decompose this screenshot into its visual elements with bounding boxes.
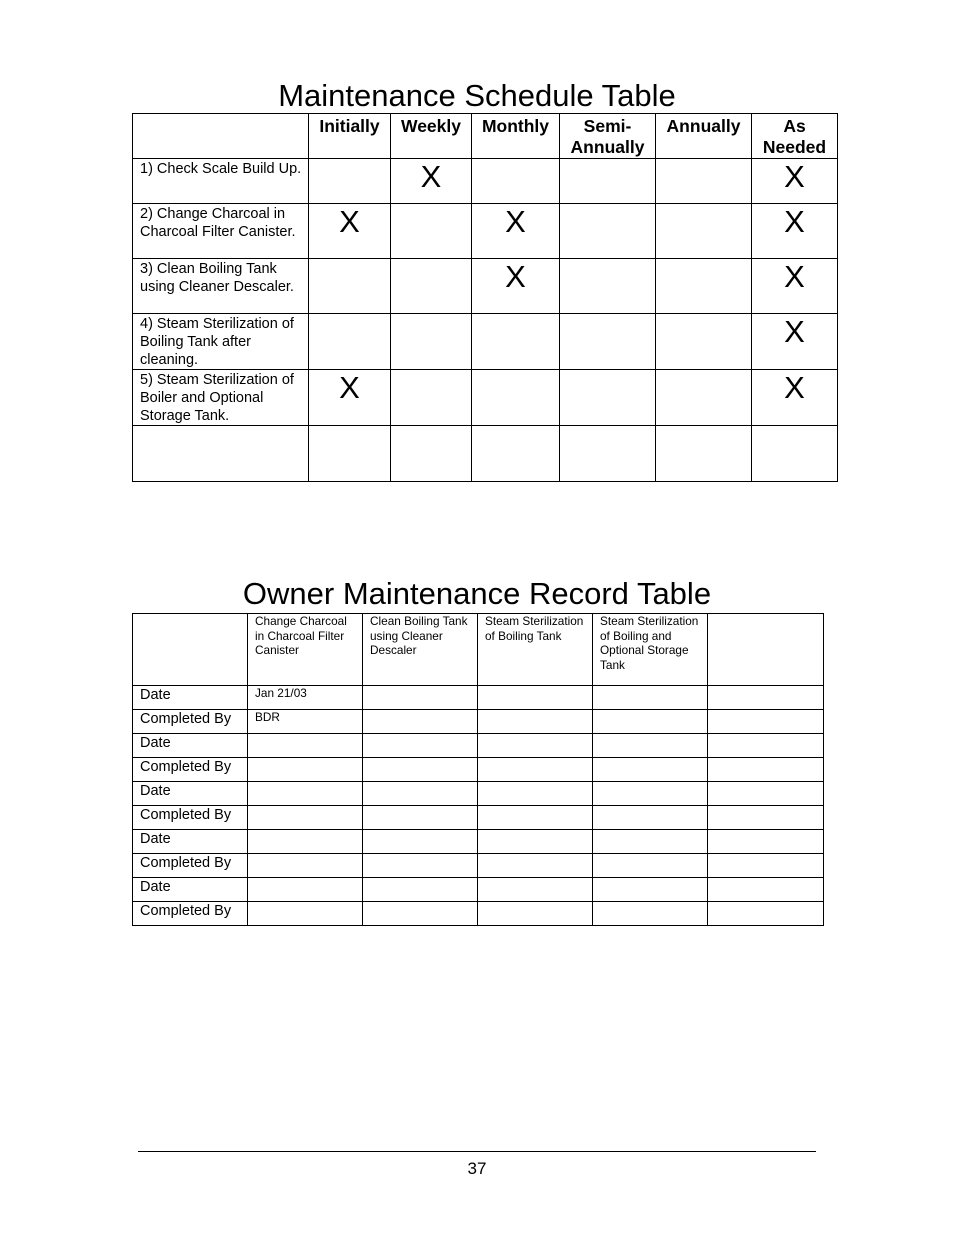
owner-record-cell	[248, 902, 363, 926]
schedule-mark-cell: X	[309, 204, 391, 259]
schedule-task-cell: 2) Change Charcoal in Charcoal Filter Canister.	[133, 204, 309, 259]
owner-maintenance-record-table	[132, 613, 824, 926]
schedule-task-cell: 3) Clean Boiling Tank using Cleaner Descaler.	[133, 259, 309, 314]
owner-record-cell	[593, 830, 708, 854]
schedule-mark-cell	[656, 259, 752, 314]
schedule-header-monthly: Monthly	[472, 114, 560, 159]
owner-row-label: Completed By	[133, 710, 248, 734]
owner-record-cell	[478, 854, 593, 878]
schedule-mark-cell	[309, 259, 391, 314]
owner-record-cell	[593, 758, 708, 782]
schedule-mark-cell	[656, 314, 752, 370]
owner-record-cell	[593, 878, 708, 902]
schedule-mark-cell	[309, 159, 391, 204]
owner-header-label	[133, 614, 248, 686]
owner-record-cell	[708, 854, 824, 878]
owner-row-label: Completed By	[133, 806, 248, 830]
schedule-mark-cell	[472, 159, 560, 204]
owner-row-label: Completed By	[133, 758, 248, 782]
owner-record-cell	[363, 878, 478, 902]
owner-record-cell	[593, 902, 708, 926]
owner-record-cell	[478, 710, 593, 734]
owner-record-cell	[593, 854, 708, 878]
owner-record-row	[133, 758, 824, 782]
schedule-mark-cell: X	[472, 204, 560, 259]
schedule-task-cell: 1) Check Scale Build Up.	[133, 159, 309, 204]
owner-record-cell	[363, 758, 478, 782]
owner-record-cell	[363, 710, 478, 734]
owner-record-cell	[708, 878, 824, 902]
owner-record-cell	[478, 806, 593, 830]
owner-record-cell	[708, 902, 824, 926]
owner-record-cell	[363, 782, 478, 806]
owner-header-clean-boiling-tank: Clean Boiling Tank using Cleaner Descaler	[363, 614, 478, 686]
schedule-row	[133, 204, 838, 259]
schedule-mark-cell	[560, 204, 656, 259]
schedule-mark-cell: X	[752, 314, 838, 370]
owner-record-cell	[708, 806, 824, 830]
schedule-row	[133, 426, 838, 482]
owner-record-cell	[478, 686, 593, 710]
schedule-mark-cell	[656, 204, 752, 259]
schedule-mark-cell	[560, 159, 656, 204]
owner-row-label: Date	[133, 830, 248, 854]
schedule-header-weekly: Weekly	[391, 114, 472, 159]
owner-record-row	[133, 734, 824, 758]
schedule-mark-cell: X	[752, 370, 838, 426]
owner-record-row	[133, 782, 824, 806]
schedule-mark-cell	[391, 314, 472, 370]
schedule-row	[133, 314, 838, 370]
owner-record-cell	[248, 854, 363, 878]
schedule-mark-cell	[656, 159, 752, 204]
schedule-row	[133, 370, 838, 426]
owner-record-cell	[248, 782, 363, 806]
schedule-mark-cell	[560, 259, 656, 314]
schedule-mark-cell: X	[391, 159, 472, 204]
schedule-header-initially: Initially	[309, 114, 391, 159]
owner-record-cell	[363, 854, 478, 878]
owner-record-cell	[363, 830, 478, 854]
schedule-mark-cell	[391, 426, 472, 482]
owner-record-cell	[708, 710, 824, 734]
owner-record-cell	[248, 734, 363, 758]
owner-row-label: Date	[133, 686, 248, 710]
schedule-mark-cell	[752, 426, 838, 482]
schedule-mark-cell	[309, 314, 391, 370]
owner-record-cell: Jan 21/03	[248, 686, 363, 710]
owner-record-row	[133, 686, 824, 710]
schedule-task-cell	[133, 426, 309, 482]
schedule-mark-cell	[656, 426, 752, 482]
schedule-mark-cell: X	[752, 159, 838, 204]
owner-record-cell	[478, 878, 593, 902]
owner-row-label: Date	[133, 734, 248, 758]
schedule-mark-cell	[391, 370, 472, 426]
owner-record-row	[133, 806, 824, 830]
schedule-row	[133, 259, 838, 314]
schedule-mark-cell	[472, 314, 560, 370]
owner-record-cell	[248, 758, 363, 782]
owner-record-cell	[708, 686, 824, 710]
owner-record-row	[133, 830, 824, 854]
owner-record-row	[133, 878, 824, 902]
owner-record-cell	[708, 758, 824, 782]
schedule-header-semi-annually: Semi- Annually	[560, 114, 656, 159]
owner-record-cell	[593, 710, 708, 734]
schedule-task-cell: 5) Steam Sterilization of Boiler and Optional Storage Tank.	[133, 370, 309, 426]
page-number: 37	[467, 1159, 487, 1178]
schedule-mark-cell	[472, 426, 560, 482]
owner-row-label: Completed By	[133, 902, 248, 926]
owner-record-cell	[593, 782, 708, 806]
owner-header-blank	[708, 614, 824, 686]
maintenance-schedule-table	[132, 113, 838, 482]
owner-record-row	[133, 854, 824, 878]
owner-record-cell	[708, 782, 824, 806]
schedule-mark-cell: X	[752, 204, 838, 259]
schedule-mark-cell	[391, 259, 472, 314]
owner-record-cell	[478, 782, 593, 806]
schedule-mark-cell	[560, 426, 656, 482]
owner-record-cell	[478, 902, 593, 926]
owner-record-cell	[478, 758, 593, 782]
schedule-mark-cell	[309, 426, 391, 482]
schedule-mark-cell	[472, 370, 560, 426]
owner-record-cell	[363, 902, 478, 926]
schedule-header-row	[133, 114, 838, 159]
owner-header-steam-boiling-tank: Steam Sterilization of Boiling Tank	[478, 614, 593, 686]
owner-record-cell	[478, 734, 593, 758]
owner-record-cell	[708, 830, 824, 854]
owner-record-row	[133, 710, 824, 734]
owner-record-cell	[593, 806, 708, 830]
owner-header-row	[133, 614, 824, 686]
maintenance-schedule-title: Maintenance Schedule Table	[278, 78, 676, 113]
owner-record-cell	[708, 734, 824, 758]
schedule-mark-cell	[560, 370, 656, 426]
owner-record-cell	[593, 686, 708, 710]
owner-record-cell	[363, 734, 478, 758]
footer-divider	[138, 1151, 816, 1152]
owner-record-cell	[478, 830, 593, 854]
owner-header-steam-boiling-storage: Steam Sterilization of Boiling and Optional Storage Tank	[593, 614, 708, 686]
owner-row-label: Completed By	[133, 854, 248, 878]
schedule-row	[133, 159, 838, 204]
schedule-mark-cell: X	[752, 259, 838, 314]
schedule-header-as-needed: As Needed	[752, 114, 838, 159]
schedule-header-annually: Annually	[656, 114, 752, 159]
schedule-mark-cell: X	[309, 370, 391, 426]
schedule-task-cell: 4) Steam Sterilization of Boiling Tank after cleaning.	[133, 314, 309, 370]
owner-row-label: Date	[133, 782, 248, 806]
schedule-header-task	[133, 114, 309, 159]
schedule-mark-cell	[391, 204, 472, 259]
owner-record-row	[133, 902, 824, 926]
schedule-mark-cell	[656, 370, 752, 426]
owner-header-change-charcoal: Change Charcoal in Charcoal Filter Canister	[248, 614, 363, 686]
schedule-mark-cell: X	[472, 259, 560, 314]
owner-record-cell	[248, 830, 363, 854]
schedule-mark-cell	[560, 314, 656, 370]
owner-record-cell	[363, 686, 478, 710]
owner-record-cell	[363, 806, 478, 830]
owner-record-title: Owner Maintenance Record Table	[242, 576, 712, 611]
owner-record-cell: BDR	[248, 710, 363, 734]
owner-record-cell	[248, 878, 363, 902]
owner-record-cell	[248, 806, 363, 830]
owner-record-cell	[593, 734, 708, 758]
owner-row-label: Date	[133, 878, 248, 902]
